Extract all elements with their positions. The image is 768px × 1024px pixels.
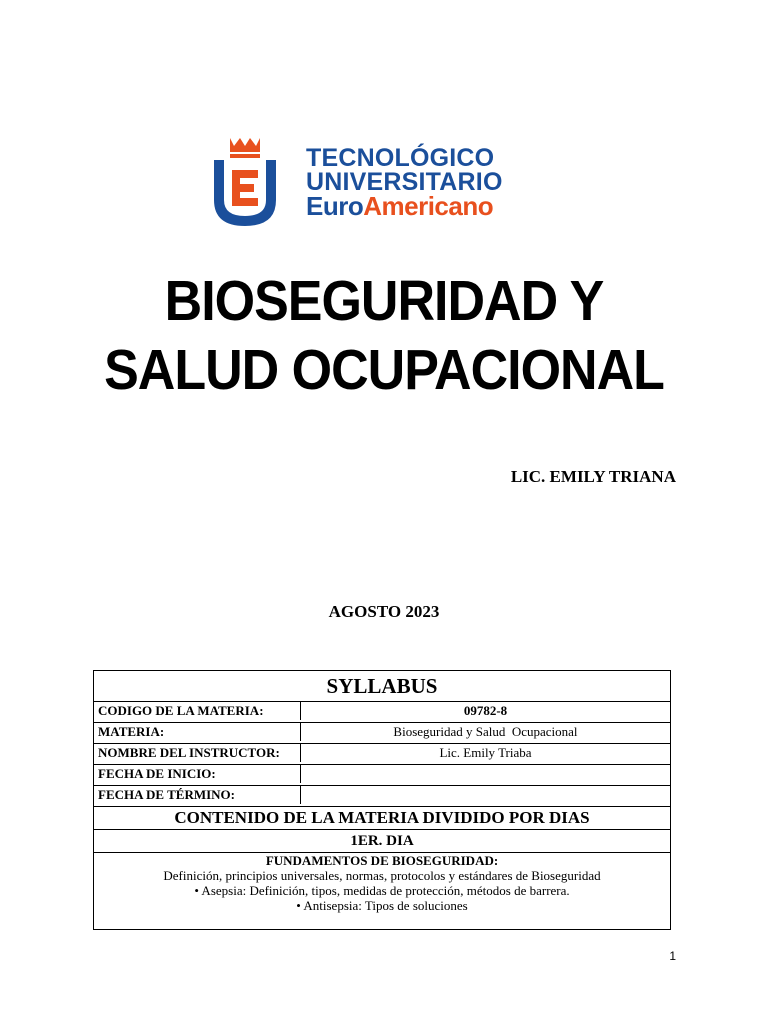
syllabus-heading: SYLLABUS <box>326 674 438 698</box>
table-row <box>94 722 670 743</box>
row-value: Bioseguridad y Salud Ocupacional <box>393 724 578 739</box>
logo-line-2: UNIVERSITARIO <box>306 168 503 196</box>
row-value <box>301 786 670 806</box>
university-logo <box>190 128 550 246</box>
ueu-emblem-icon <box>190 128 300 246</box>
content-line: • Antisepsia: Tipos de soluciones <box>296 898 468 913</box>
content-line: • Asepsia: Definición, tipos, medidas de protección, métodos de barrera. <box>194 883 570 898</box>
syllabus-table <box>93 670 671 930</box>
row-label: CODIGO DE LA MATERIA: <box>94 702 301 720</box>
logo-line-1: TECNOLÓGICO <box>306 144 495 172</box>
table-row <box>94 785 670 806</box>
document-title <box>0 267 768 405</box>
title-line-1: BIOSEGURIDAD Y <box>164 270 604 333</box>
document-date: AGOSTO 2023 <box>328 602 440 621</box>
table-row <box>94 764 670 785</box>
table-row <box>94 743 670 764</box>
page-number: 1 <box>669 949 676 963</box>
row-label: MATERIA: <box>94 723 301 741</box>
logo-americano: Americano <box>363 191 494 221</box>
logo-line-3 <box>306 191 503 221</box>
row-value <box>301 765 670 785</box>
logo-euro: Euro <box>306 191 364 221</box>
row-value: Lic. Emily Triaba <box>439 745 532 760</box>
section-title: CONTENIDO DE LA MATERIA DIVIDIDO POR DIAS <box>174 808 590 827</box>
row-label: FECHA DE TÉRMINO: <box>94 786 301 804</box>
content-line: Definición, principios universales, normas, protocolos y estándares de Bioseguridad <box>163 868 601 883</box>
day-label: 1ER. DIA <box>350 833 414 849</box>
day-content <box>94 853 670 929</box>
content-title: FUNDAMENTOS DE BIOSEGURIDAD: <box>265 853 499 868</box>
title-line-2: SALUD OCUPACIONAL <box>104 339 664 402</box>
instructor-name: LIC. EMILY TRIANA <box>510 467 676 486</box>
row-label: FECHA DE INICIO: <box>94 765 301 783</box>
logo-wordmark <box>306 144 503 221</box>
table-row <box>94 701 670 722</box>
row-value: 09782-8 <box>463 703 508 718</box>
row-label: NOMBRE DEL INSTRUCTOR: <box>94 744 301 762</box>
